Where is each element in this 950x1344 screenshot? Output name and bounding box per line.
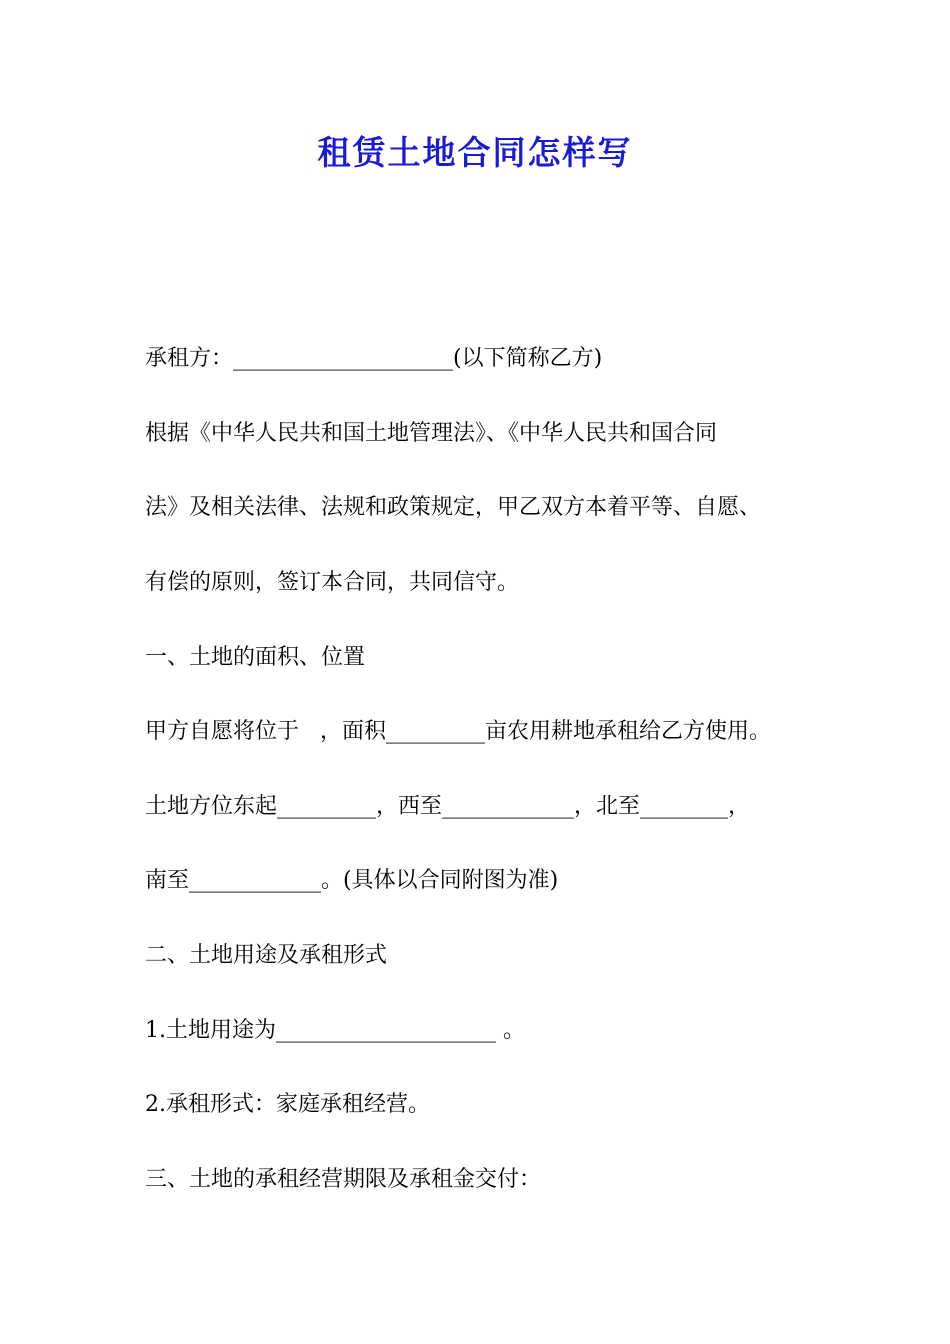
lease-form-line: 2.承租形式：家庭承租经营。 — [145, 1092, 430, 1117]
preamble-line-3: 有偿的原则，签订本合同，共同信守。 — [145, 570, 520, 595]
land-area-line: 甲方自愿将位于 ，面积_________亩农用耕地承租给乙方使用。 — [145, 719, 771, 744]
lessee-line: 承租方：____________________(以下简称乙方) — [145, 346, 603, 371]
section-heading-1: 一、土地的面积、位置 — [145, 645, 366, 670]
land-boundary-line-1: 土地方位东起_________，西至____________，北至________， — [145, 794, 751, 819]
section-heading-2: 二、土地用途及承租形式 — [145, 943, 388, 968]
land-boundary-line-2: 南至____________。(具体以合同附图为准) — [145, 868, 559, 893]
preamble-line-1: 根据《中华人民共和国土地管理法》、《中华人民共和国合同 — [145, 421, 718, 446]
document-title: 租赁土地合同怎样写 — [317, 133, 633, 172]
preamble-line-2: 法》及相关法律、法规和政策规定，甲乙双方本着平等、自愿、 — [145, 495, 762, 520]
land-use-line: 1.土地用途为____________________ 。 — [145, 1018, 525, 1043]
section-heading-3: 三、土地的承租经营期限及承租金交付： — [145, 1167, 542, 1192]
